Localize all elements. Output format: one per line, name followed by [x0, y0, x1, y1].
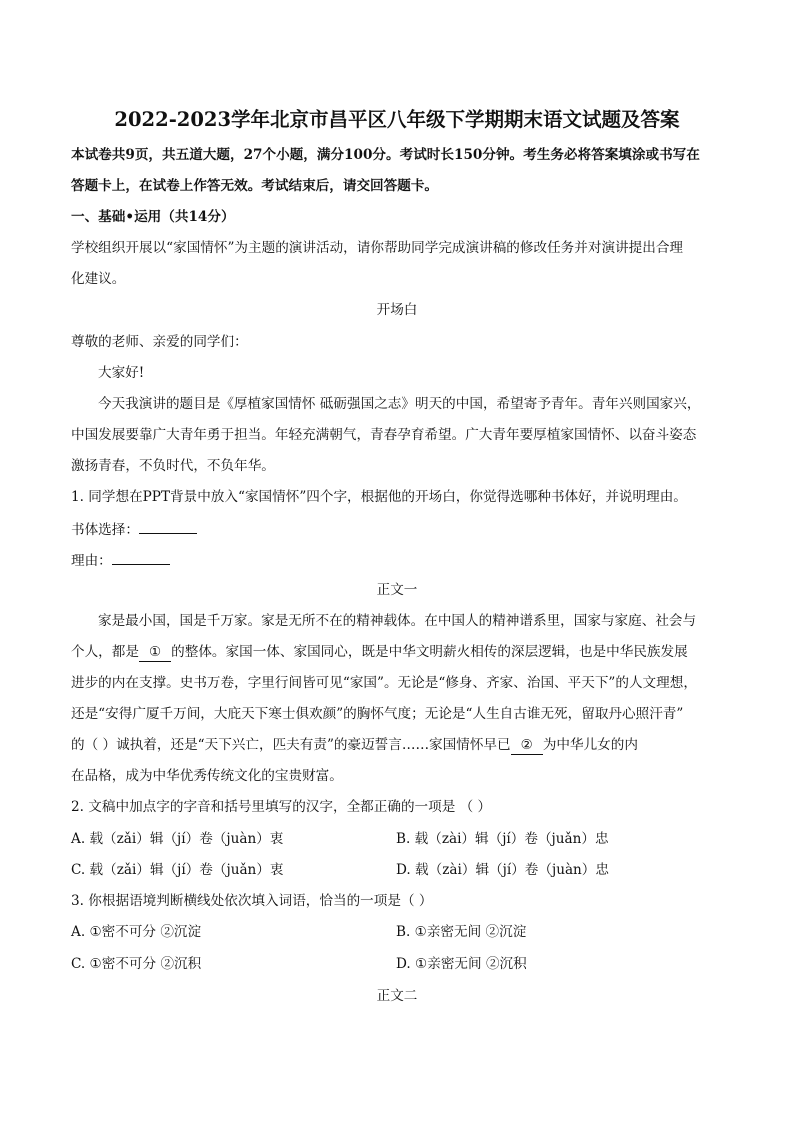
- page-title: 2022-2023学年北京市昌平区八年级下学期期末语文试题及答案: [114, 108, 680, 131]
- question-2-stem: 2. 文稿中加点字的字音和括号里填写的汉字，全都正确的一项是 （ ）: [71, 799, 492, 815]
- body-one-heading: 正文一: [376, 582, 418, 598]
- question-2-option-c[interactable]: C. 载（zǎi）辑（jí）卷（juǎn）衷: [71, 862, 284, 878]
- question-2-row-2: [71, 861, 721, 879]
- opening-para-line-2: 中国发展要靠广大青年勇于担当。年轻充满朝气，青春孕育希望。广大青年要厚植家国情怀、以奋斗姿态: [71, 427, 697, 443]
- opening-heading: 开场白: [376, 302, 418, 318]
- font-choice-label: 书体选择：: [71, 522, 139, 538]
- question-3-row-2: [71, 955, 721, 973]
- body-one-line-5-end: 为中华儿女的内: [542, 737, 638, 753]
- question-3-stem: 3. 你根据语境判断横线处依次填入词语，恰当的一项是（ ）: [71, 893, 433, 909]
- body-one-line-5-start: 的（ ）诚执着，还是“天下兴亡，匹夫有责”的豪迈誓言……家国情怀早已: [71, 737, 511, 753]
- body-two-heading: 正文二: [376, 988, 418, 1004]
- section-desc-1: 学校组织开展以“家国情怀”为主题的演讲活动，请你帮助同学完成演讲稿的修改任务并对演讲提出合理: [71, 240, 684, 256]
- section-heading: 一、基础•运用（共14分）: [71, 209, 235, 225]
- intro-line-1: 本试卷共9页，共五道大题，27个小题，满分100分。考试时长150分钟。考生务必将答案填涂或书写在: [71, 147, 700, 163]
- question-3-option-b[interactable]: B. ①亲密无间 ②沉淀: [396, 924, 527, 940]
- body-one-line-2-start: 个人，都是: [71, 644, 139, 660]
- intro-line-2: 答题卡上，在试卷上作答无效。考试结束后，请交回答题卡。: [71, 178, 439, 194]
- question-2-row-1: [71, 830, 721, 848]
- question-1-font-row: [71, 519, 197, 539]
- reason-label: 理由：: [71, 553, 112, 569]
- question-2-option-a[interactable]: A. 载（zǎi）辑（jí）卷（juàn）衷: [71, 831, 284, 847]
- font-choice-blank[interactable]: [139, 519, 197, 534]
- question-3-row-1: [71, 923, 721, 941]
- opening-para-line-3: 激扬青春，不负时代，不负年华。: [71, 458, 275, 474]
- question-3-option-d[interactable]: D. ①亲密无间 ②沉积: [396, 956, 527, 972]
- blank-1[interactable]: ①: [139, 643, 171, 662]
- question-3-option-c[interactable]: C. ①密不可分 ②沉积: [71, 956, 202, 972]
- blank-2[interactable]: ②: [511, 736, 543, 755]
- reason-blank[interactable]: [112, 550, 170, 565]
- body-one-line-2: [71, 643, 688, 662]
- body-one-line-3: 进步的内在支撑。史书万卷，字里行间皆可见“家国”。无论是“修身、齐家、治国、平天下”的人文理想，: [71, 675, 697, 691]
- question-2-option-b[interactable]: B. 载（zài）辑（jí）卷（juǎn）忠: [396, 831, 609, 847]
- opening-greeting: 大家好!: [98, 365, 145, 381]
- section-desc-2: 化建议。: [71, 271, 126, 287]
- body-one-line-4: 还是“安得广厦千万间，大庇天下寒士俱欢颜”的胸怀气度；无论是“人生自古谁无死，留取丹心照汗青”: [71, 706, 684, 722]
- question-2-option-d[interactable]: D. 载（zài）辑（jí）卷（juàn）忠: [396, 862, 609, 878]
- body-one-line-2-end: 的整体。家国一体、家国同心，既是中华文明薪火相传的深层逻辑，也是中华民族发展: [171, 644, 688, 660]
- opening-para-line-1: 今天我演讲的题目是《厚植家国情怀 砥砺强国之志》明天的中国，希望寄予青年。青年兴则国家兴，: [98, 396, 701, 412]
- body-one-line-1: 家是最小国，国是千万家。家是无所不在的精神载体。在中国人的精神谱系里，国家与家庭、社会与: [98, 613, 697, 629]
- body-one-line-5: [71, 736, 638, 755]
- body-one-line-6: 在品格，成为中华优秀传统文化的宝贵财富。: [71, 768, 343, 784]
- opening-salutation: 尊敬的老师、亲爱的同学们：: [71, 334, 248, 350]
- question-1-reason-row: [71, 550, 170, 570]
- question-1-stem: 1. 同学想在PPT背景中放入“家国情怀”四个字，根据他的开场白，你觉得选哪种书体好，并说明理由。: [71, 489, 687, 505]
- question-3-option-a[interactable]: A. ①密不可分 ②沉淀: [71, 924, 202, 940]
